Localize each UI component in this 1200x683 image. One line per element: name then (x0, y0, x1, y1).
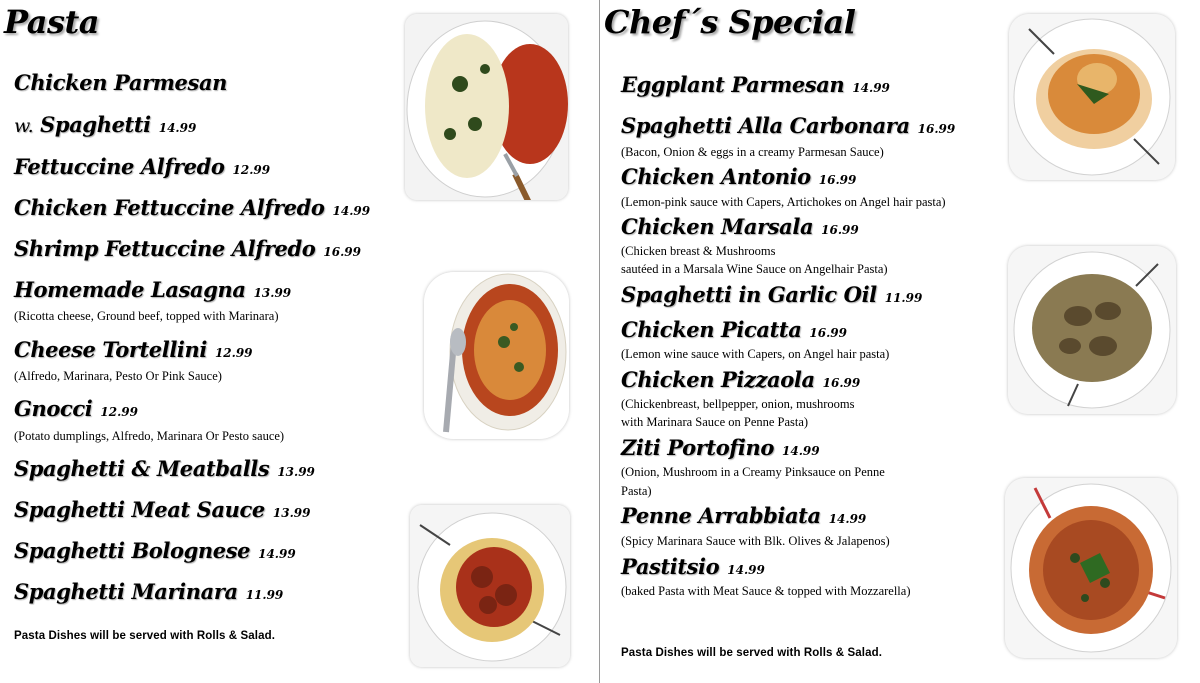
serving-note: Pasta Dishes will be served with Rolls & Salad. (621, 647, 882, 659)
menu-item (14, 456, 315, 481)
menu-item (14, 236, 361, 261)
menu-item (621, 554, 765, 579)
menu-item (14, 579, 283, 604)
menu-item (14, 112, 196, 137)
item-price: 12.99 (100, 405, 138, 419)
item-name: Pastitsio (621, 554, 720, 579)
menu-item (14, 337, 253, 362)
menu-item (621, 72, 890, 97)
mushroom-sauce-photo (1008, 246, 1176, 414)
item-description: (Chicken breast & Mushrooms (621, 244, 776, 258)
item-description: (Onion, Mushroom in a Creamy Pinksauce on Penne (621, 465, 885, 479)
item-name: Shrimp Fettuccine Alfredo (14, 236, 316, 261)
lasagna-photo (424, 272, 569, 439)
menu-item (14, 277, 291, 302)
item-name: Spaghetti in Garlic Oil (621, 282, 877, 307)
chefs-special-section-title: Chef´s Special (604, 3, 856, 41)
menu-item (621, 113, 955, 138)
menu-item (14, 70, 227, 95)
item-description: (Bacon, Onion & eggs in a creamy Parmesan Sauce) (621, 145, 884, 159)
item-name: Spaghetti Alla Carbonara (621, 113, 910, 138)
penne-basil-photo (1005, 478, 1177, 658)
item-price: 14.99 (727, 563, 765, 577)
item-name: Spaghetti Marinara (14, 579, 238, 604)
menu-item (621, 214, 859, 239)
item-name: Spaghetti Meat Sauce (14, 497, 265, 522)
menu-item (621, 435, 820, 460)
item-price: 12.99 (214, 346, 253, 360)
menu-item (621, 367, 860, 392)
menu-item (621, 503, 866, 528)
item-price: 11.99 (245, 588, 284, 602)
column-divider (599, 0, 600, 683)
item-description: (Alfredo, Marinara, Pesto Or Pink Sauce) (14, 369, 222, 383)
item-description: (Ricotta cheese, Ground beef, topped with Marinara) (14, 309, 279, 323)
menu-item (621, 164, 856, 189)
item-name: Chicken Parmesan (14, 70, 228, 95)
item-prefix: w. (14, 115, 34, 137)
menu-item (14, 154, 270, 179)
item-name: Spaghetti & Meatballs (14, 456, 270, 481)
item-name: Homemade Lasagna (14, 277, 246, 302)
item-price: 13.99 (253, 286, 292, 300)
item-price: 16.99 (809, 326, 847, 340)
item-description: (Lemon wine sauce with Capers, on Angel hair pasta) (621, 347, 890, 361)
serving-note: Pasta Dishes will be served with Rolls & Salad. (14, 630, 275, 642)
item-name (14, 112, 151, 137)
item-description: (Lemon-pink sauce with Capers, Artichokes on Angel hair pasta) (621, 195, 946, 209)
item-price: 16.99 (822, 376, 861, 390)
item-name: Chicken Marsala (621, 214, 814, 239)
item-name: Penne Arrabbiata (621, 503, 821, 528)
item-name: Fettuccine Alfredo (14, 154, 225, 179)
item-name: Eggplant Parmesan (621, 72, 845, 97)
item-name: Chicken Antonio (621, 164, 811, 189)
item-price: 14.99 (158, 121, 197, 135)
item-description-line2: Pasta) (621, 484, 652, 498)
chicken-parmesan-photo (405, 14, 568, 200)
pasta-section-title: Pasta (4, 3, 99, 41)
item-price: 12.99 (232, 163, 271, 177)
item-price: 14.99 (782, 444, 820, 458)
item-price: 16.99 (323, 245, 361, 259)
item-description-line2: with Marinara Sauce on Penne Pasta) (621, 415, 809, 429)
pasta-dish-photo (1009, 14, 1175, 180)
item-name: Chicken Pizzaola (621, 367, 815, 392)
spaghetti-meatballs-photo (410, 505, 570, 667)
item-price: 14.99 (332, 204, 371, 218)
menu-item (14, 396, 138, 421)
item-price: 13.99 (272, 506, 311, 520)
item-description: (baked Pasta with Meat Sauce & topped with Mozzarella) (621, 584, 911, 598)
item-name: Cheese Tortellini (14, 337, 207, 362)
item-description: (Spicy Marinara Sauce with Blk. Olives & Jalapenos) (621, 534, 890, 548)
item-price: 13.99 (277, 465, 315, 479)
item-name: Gnocci (14, 396, 93, 421)
item-price: 16.99 (917, 122, 956, 136)
item-price: 16.99 (818, 173, 857, 187)
item-price: 16.99 (821, 223, 859, 237)
menu-item (14, 538, 296, 563)
item-description-line2: sautéed in a Marsala Wine Sauce on Angelhair Pasta) (621, 262, 888, 276)
item-name-text: Spaghetti (40, 112, 151, 137)
menu-item (621, 282, 922, 307)
item-description: (Potato dumplings, Alfredo, Marinara Or Pesto sauce) (14, 429, 285, 443)
item-name: Chicken Picatta (621, 317, 802, 342)
menu-item (14, 497, 310, 522)
item-price: 14.99 (852, 81, 890, 95)
item-name: Chicken Fettuccine Alfredo (14, 195, 325, 220)
item-name: Spaghetti Bolognese (14, 538, 251, 563)
item-price: 14.99 (828, 512, 867, 526)
item-name: Ziti Portofino (621, 435, 774, 460)
item-price: 11.99 (884, 291, 923, 305)
item-price: 14.99 (258, 547, 296, 561)
menu-item (14, 195, 370, 220)
item-description: (Chickenbreast, bellpepper, onion, mushrooms (621, 397, 855, 411)
menu-item (621, 317, 847, 342)
